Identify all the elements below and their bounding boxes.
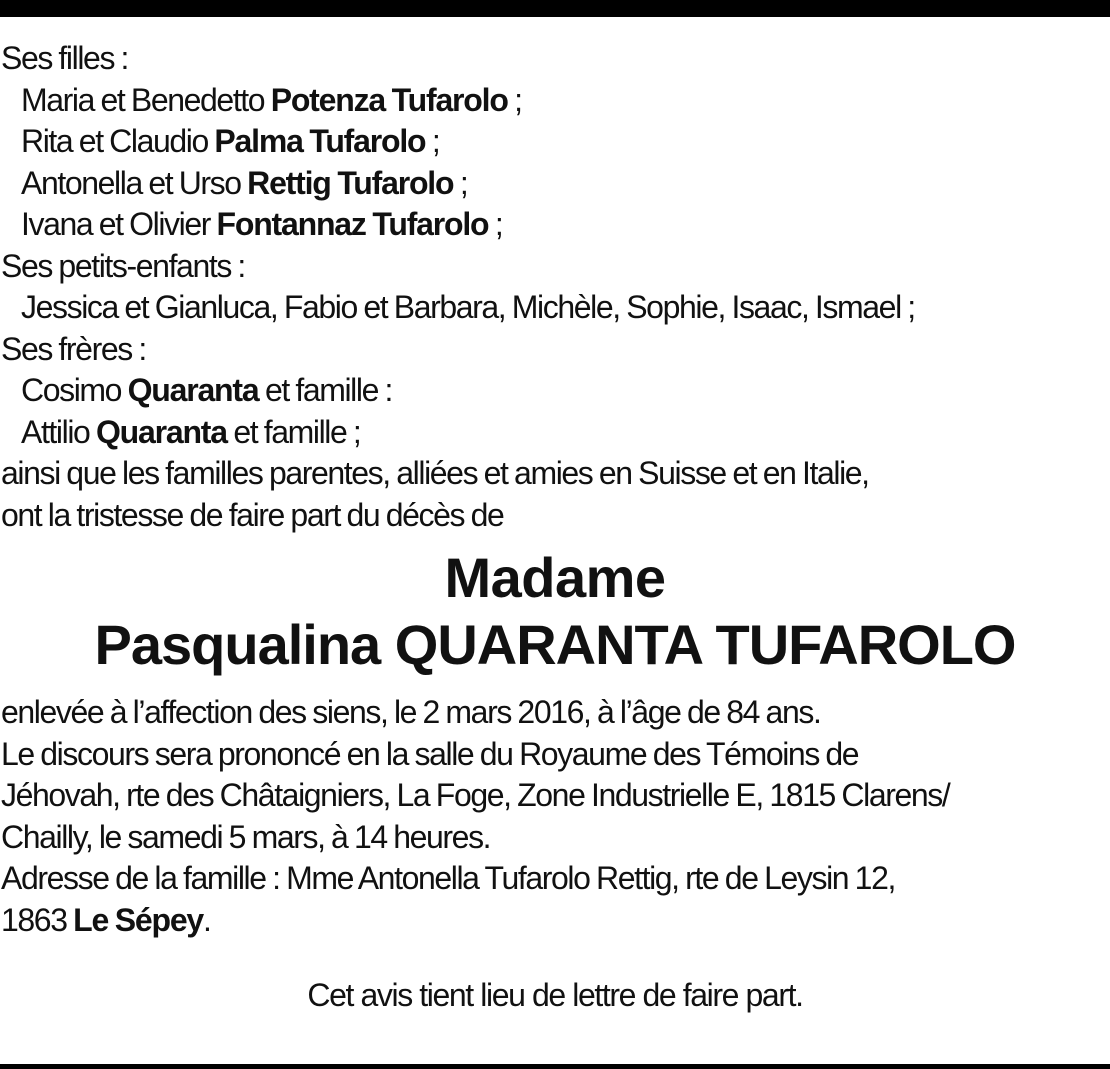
death-notice <box>1 38 1109 1017</box>
line-end: et famille ; <box>226 413 361 450</box>
family-address-line: Adresse de la famille : Mme Antonella Tufarolo Rettig, rte de Leysin 12, <box>1 860 895 896</box>
daughter-names: Antonella et Urso <box>21 164 248 201</box>
line-end: ; <box>488 206 503 242</box>
brother-name: Attilio <box>21 413 96 450</box>
daughters-label: Ses filles : <box>1 40 129 76</box>
daughter-names: Maria et Benedetto <box>21 81 271 118</box>
daughter-surname: Potenza Tufarolo <box>270 81 508 118</box>
brothers-label: Ses frères : <box>1 330 146 367</box>
ceremony-address-line: Jéhovah, rte des Châtaigniers, La Foge, Zone Industrielle E, 1815 Clarens/ <box>1 777 950 813</box>
daughter-line <box>1 163 1109 205</box>
family-locality-line <box>1 900 1109 942</box>
line-end: et famille : <box>258 372 392 408</box>
line-end: . <box>203 901 211 938</box>
brother-surname: Quaranta <box>95 413 227 450</box>
families-line: ainsi que les familles parentes, alliées et amies en Suisse et en Italie, <box>1 455 869 491</box>
brother-surname: Quaranta <box>127 372 259 408</box>
bottom-rule <box>0 1064 1110 1069</box>
daughter-line <box>1 80 1109 122</box>
line-end: ; <box>453 164 468 201</box>
daughter-surname: Palma Tufarolo <box>214 123 426 159</box>
deceased-name: Pasqualina QUARANTA TUFAROLO <box>94 613 1016 676</box>
notice-details <box>1 692 1109 941</box>
postal-code: 1863 <box>1 901 74 938</box>
daughter-names: Rita et Claudio <box>21 123 215 159</box>
top-rule <box>0 0 1110 17</box>
locality: Le Sépey <box>73 901 204 938</box>
daughter-line <box>1 204 1109 246</box>
grandchildren-label: Ses petits-enfants : <box>1 247 245 284</box>
brother-name: Cosimo <box>21 372 128 408</box>
brother-line <box>1 370 1109 412</box>
daughter-surname: Fontannaz Tufarolo <box>216 206 489 242</box>
ceremony-date-line: Chailly, le samedi 5 mars, à 14 heures. <box>1 818 491 855</box>
grandchildren-list: Jessica et Gianluca, Fabio et Barbara, Michèle, Sophie, Isaac, Ismael ; <box>21 289 915 325</box>
death-date-line: enlevée à l’affection des siens, le 2 mars 2016, à l’âge de 84 ans. <box>1 694 821 730</box>
line-end: ; <box>507 81 522 118</box>
daughter-line <box>1 121 1109 163</box>
ceremony-line: Le discours sera prononcé en la salle du Royaume des Témoins de <box>1 735 859 772</box>
daughter-names: Ivana et Olivier <box>21 206 217 242</box>
announcement-line: ont la tristesse de faire part du décès de <box>1 496 504 533</box>
brother-line <box>1 412 1109 454</box>
notice-footer: Cet avis tient lieu de lettre de faire part. <box>307 977 803 1013</box>
line-end: ; <box>425 123 440 159</box>
deceased-title: Madame <box>444 546 666 609</box>
daughter-surname: Rettig Tufarolo <box>247 164 454 201</box>
